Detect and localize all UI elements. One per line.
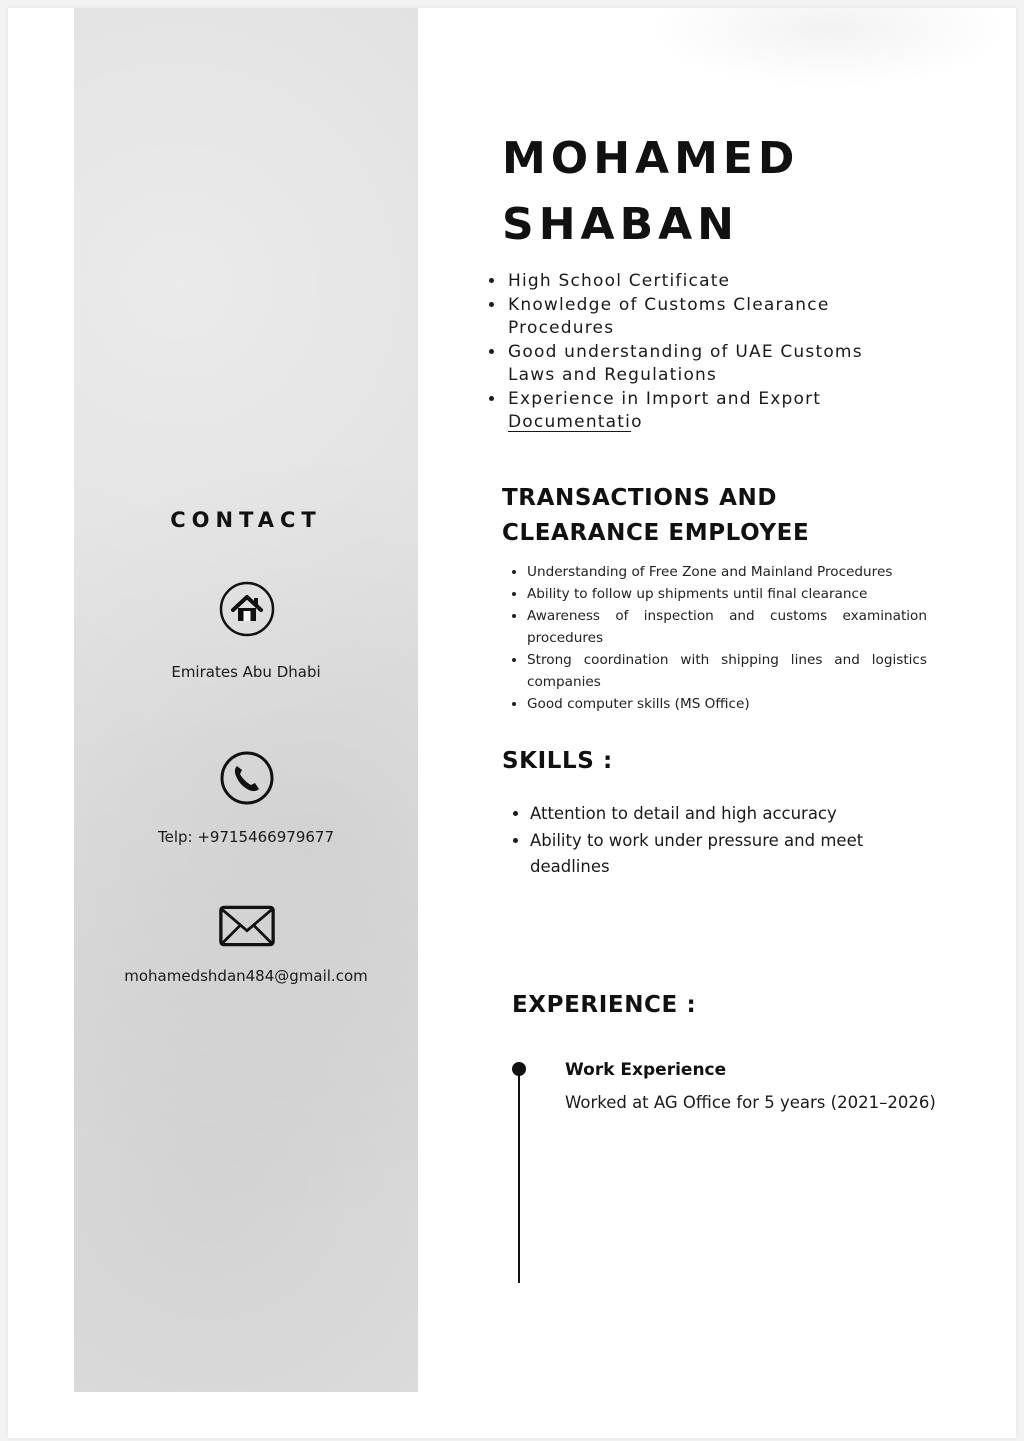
- experience-entry-text: Worked at AG Office for 5 years (2021–2026): [565, 1093, 936, 1112]
- candidate-name: [502, 126, 799, 258]
- timeline-dot: [512, 1062, 526, 1076]
- summary-list: [484, 270, 886, 435]
- summary-item-text: Experience in Import and Export: [508, 388, 822, 409]
- skill-item: • Ability to work under pressure and meet deadlines: [530, 828, 890, 881]
- experience-title: EXPERIENCE :: [512, 992, 697, 1018]
- first-name: MOHAMED: [502, 133, 800, 184]
- timeline-line: [518, 1072, 520, 1283]
- last-name: SHABAN: [502, 199, 739, 250]
- skill-item: • Attention to detail and high accuracy: [530, 801, 890, 828]
- summary-item-suffix: o: [631, 412, 643, 432]
- role-title: [502, 481, 922, 551]
- summary-item-underlined: Documentati: [508, 412, 632, 432]
- summary-item: • Knowledge of Customs Clearance Procedures: [506, 294, 886, 341]
- duty-item: • Good computer skills (MS Office): [527, 693, 927, 715]
- mail-icon: [219, 898, 275, 954]
- contact-heading: CONTACT: [170, 508, 322, 532]
- role-title-line: CLEARANCE EMPLOYEE: [502, 520, 810, 546]
- contact-phone: Telp: +9715466979677: [158, 828, 334, 846]
- skills-title: SKILLS :: [502, 748, 613, 774]
- duty-item: • Awareness of inspection and customs examination procedures: [527, 605, 927, 649]
- contact-sidebar: [74, 8, 418, 1392]
- skills-list: [508, 801, 890, 881]
- summary-item: • High School Certificate: [506, 270, 886, 294]
- summary-item: [506, 388, 886, 435]
- role-title-line: TRANSACTIONS AND: [502, 485, 778, 511]
- duty-item: • Strong coordination with shipping lines and logistics companies: [527, 649, 927, 693]
- contact-location: Emirates Abu Dhabi: [171, 663, 321, 681]
- decorative-shadow: [648, 8, 1008, 88]
- duty-item: • Understanding of Free Zone and Mainland Procedures: [527, 561, 927, 583]
- duty-item: • Ability to follow up shipments until final clearance: [527, 583, 927, 605]
- home-icon: [219, 581, 275, 637]
- summary-item: • Good understanding of UAE Customs Laws and Regulations: [506, 341, 886, 388]
- duties-list: [506, 561, 927, 715]
- experience-entry-title: Work Experience: [565, 1060, 727, 1080]
- resume-page: [8, 8, 1016, 1438]
- phone-icon: [219, 750, 275, 806]
- contact-email[interactable]: mohamedshdan484@gmail.com: [124, 967, 368, 985]
